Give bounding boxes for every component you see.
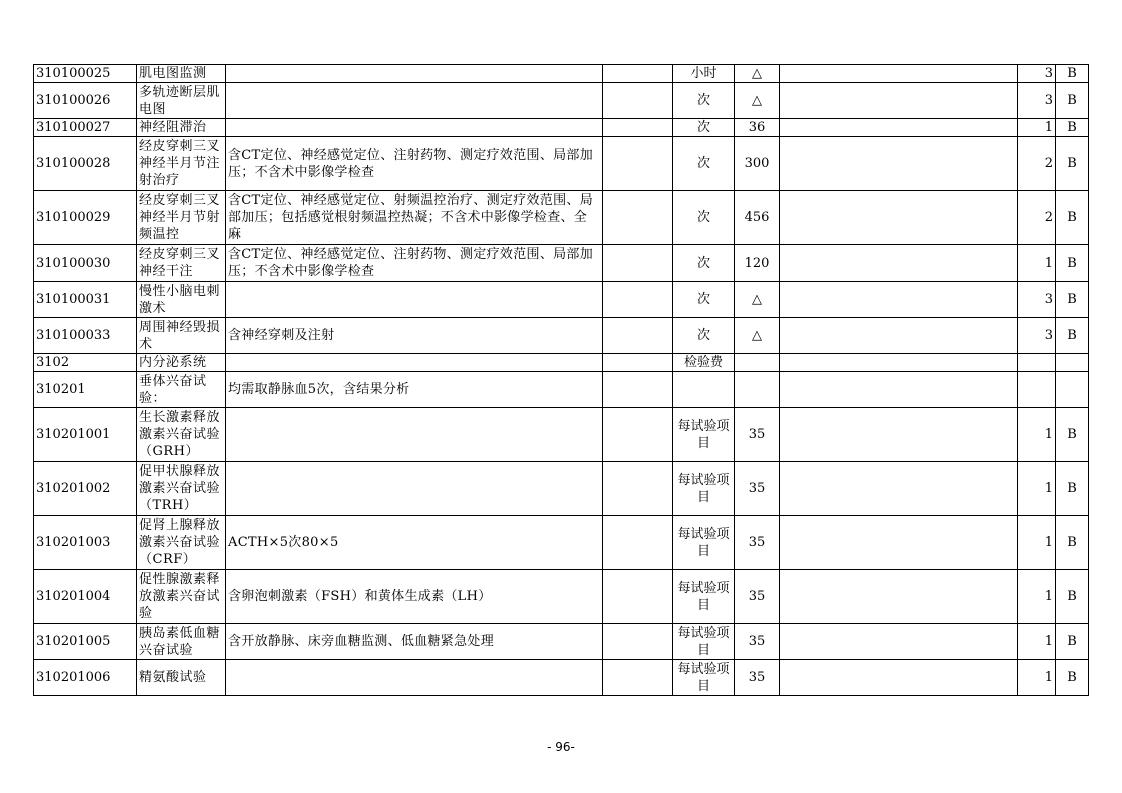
item-code: 310100026 (34, 83, 137, 119)
item-grade: 3 (1018, 83, 1056, 119)
item-unit: 每试验项目 (673, 408, 735, 462)
item-note (780, 354, 1018, 372)
item-note (780, 408, 1018, 462)
table-row (34, 245, 1089, 282)
item-name: 促甲状腺释放激素兴奋试验（TRH） (137, 462, 226, 516)
table-row (34, 83, 1089, 119)
item-grade: 1 (1018, 660, 1056, 696)
item-content: 含开放静脉、床旁血糖监测、低血糖紧急处理 (226, 624, 603, 660)
item-unit: 每试验项目 (673, 570, 735, 624)
item-content (226, 119, 603, 137)
item-name: 经皮穿刺三叉神经半月节注射治疗 (137, 137, 226, 191)
item-content: 含CT定位、神经感觉定位、射频温控治疗、测定疗效范围、局部加压；包括感觉根射频温控热凝；不含术中影像学检查、全麻 (226, 191, 603, 245)
item-note (780, 318, 1018, 354)
item-price: 300 (735, 137, 780, 191)
item-code: 310100027 (34, 119, 137, 137)
table-row (34, 65, 1089, 83)
item-code: 310201002 (34, 462, 137, 516)
item-grade (1018, 354, 1056, 372)
item-content (226, 83, 603, 119)
item-name: 周围神经毁损术 (137, 318, 226, 354)
item-grade: 1 (1018, 119, 1056, 137)
item-name: 经皮穿刺三叉神经半月节射频温控 (137, 191, 226, 245)
item-price: △ (735, 65, 780, 83)
item-code: 310100029 (34, 191, 137, 245)
table-row (34, 137, 1089, 191)
item-category: B (1056, 624, 1089, 660)
item-price: 36 (735, 119, 780, 137)
item-name: 经皮穿刺三叉神经干注 (137, 245, 226, 282)
item-price: 35 (735, 624, 780, 660)
item-unit: 小时 (673, 65, 735, 83)
item-grade: 1 (1018, 624, 1056, 660)
item-name: 精氨酸试验 (137, 660, 226, 696)
item-code: 310100033 (34, 318, 137, 354)
item-unit: 每试验项目 (673, 462, 735, 516)
item-exclusions (603, 137, 673, 191)
item-code: 310100031 (34, 282, 137, 318)
item-unit: 次 (673, 282, 735, 318)
item-name: 垂体兴奋试验： (137, 372, 226, 408)
item-exclusions (603, 191, 673, 245)
item-price: △ (735, 318, 780, 354)
item-code: 310201 (34, 372, 137, 408)
item-unit: 次 (673, 119, 735, 137)
item-content: 含卵泡刺激素（FSH）和黄体生成素（LH） (226, 570, 603, 624)
item-unit: 每试验项目 (673, 516, 735, 570)
item-code: 310201004 (34, 570, 137, 624)
item-code: 310201005 (34, 624, 137, 660)
item-content (226, 282, 603, 318)
item-note (780, 119, 1018, 137)
table-row (34, 516, 1089, 570)
item-exclusions (603, 282, 673, 318)
item-unit: 次 (673, 318, 735, 354)
table-row (34, 282, 1089, 318)
item-name: 促性腺激素释放激素兴奋试验 (137, 570, 226, 624)
table-row (34, 408, 1089, 462)
item-note (780, 137, 1018, 191)
item-exclusions (603, 318, 673, 354)
item-note (780, 245, 1018, 282)
item-category: B (1056, 119, 1089, 137)
item-category: B (1056, 516, 1089, 570)
item-exclusions (603, 65, 673, 83)
item-name: 胰岛素低血糖兴奋试验 (137, 624, 226, 660)
table-row (34, 119, 1089, 137)
item-note (780, 191, 1018, 245)
item-unit: 次 (673, 83, 735, 119)
item-exclusions (603, 516, 673, 570)
table-row (34, 570, 1089, 624)
item-note (780, 65, 1018, 83)
table-row (34, 318, 1089, 354)
item-code: 310100030 (34, 245, 137, 282)
item-content: 含神经穿刺及注射 (226, 318, 603, 354)
item-price (735, 354, 780, 372)
item-category: B (1056, 83, 1089, 119)
item-category (1056, 354, 1089, 372)
item-content: 含CT定位、神经感觉定位、注射药物、测定疗效范围、局部加压；不含术中影像学检查 (226, 245, 603, 282)
item-unit: 次 (673, 245, 735, 282)
item-exclusions (603, 372, 673, 408)
item-content (226, 408, 603, 462)
item-exclusions (603, 245, 673, 282)
item-code: 310201003 (34, 516, 137, 570)
item-price: △ (735, 282, 780, 318)
item-category (1056, 372, 1089, 408)
item-content (226, 354, 603, 372)
item-price: 456 (735, 191, 780, 245)
item-note (780, 624, 1018, 660)
item-price: 35 (735, 570, 780, 624)
item-note (780, 516, 1018, 570)
item-price: 35 (735, 516, 780, 570)
item-grade: 1 (1018, 408, 1056, 462)
item-exclusions (603, 119, 673, 137)
item-exclusions (603, 83, 673, 119)
item-exclusions (603, 570, 673, 624)
item-unit: 每试验项目 (673, 624, 735, 660)
item-grade: 2 (1018, 191, 1056, 245)
item-unit: 每试验项目 (673, 660, 735, 696)
item-name: 促肾上腺释放激素兴奋试验（CRF） (137, 516, 226, 570)
table-row (34, 624, 1089, 660)
item-category: B (1056, 245, 1089, 282)
item-note (780, 83, 1018, 119)
table-row (34, 660, 1089, 696)
item-grade: 3 (1018, 282, 1056, 318)
table-row (34, 372, 1089, 408)
item-code: 310201006 (34, 660, 137, 696)
item-price (735, 372, 780, 408)
item-grade: 3 (1018, 318, 1056, 354)
item-name: 神经阻滞治 (137, 119, 226, 137)
item-category: B (1056, 137, 1089, 191)
item-price: △ (735, 83, 780, 119)
item-code: 3102 (34, 354, 137, 372)
item-grade: 2 (1018, 137, 1056, 191)
item-code: 310100025 (34, 65, 137, 83)
item-note (780, 372, 1018, 408)
item-name: 慢性小脑电刺激术 (137, 282, 226, 318)
item-price: 35 (735, 462, 780, 516)
item-content (226, 462, 603, 516)
item-code: 310100028 (34, 137, 137, 191)
item-name: 内分泌系统 (137, 354, 226, 372)
item-unit: 次 (673, 191, 735, 245)
table-row (34, 354, 1089, 372)
item-content (226, 65, 603, 83)
item-unit: 次 (673, 137, 735, 191)
item-category: B (1056, 65, 1089, 83)
item-code: 310201001 (34, 408, 137, 462)
item-category: B (1056, 570, 1089, 624)
item-unit (673, 372, 735, 408)
item-exclusions (603, 354, 673, 372)
item-grade: 1 (1018, 516, 1056, 570)
item-exclusions (603, 624, 673, 660)
item-category: B (1056, 282, 1089, 318)
item-note (780, 570, 1018, 624)
item-unit: 检验费 (673, 354, 735, 372)
table-row (34, 462, 1089, 516)
item-exclusions (603, 408, 673, 462)
item-price: 35 (735, 408, 780, 462)
item-category: B (1056, 318, 1089, 354)
item-exclusions (603, 462, 673, 516)
item-note (780, 660, 1018, 696)
item-name: 肌电图监测 (137, 65, 226, 83)
item-category: B (1056, 462, 1089, 516)
item-note (780, 282, 1018, 318)
item-category: B (1056, 660, 1089, 696)
item-note (780, 462, 1018, 516)
item-grade: 1 (1018, 462, 1056, 516)
item-price: 120 (735, 245, 780, 282)
item-grade: 3 (1018, 65, 1056, 83)
table-row (34, 191, 1089, 245)
item-grade (1018, 372, 1056, 408)
item-grade: 1 (1018, 245, 1056, 282)
item-category: B (1056, 408, 1089, 462)
item-grade: 1 (1018, 570, 1056, 624)
item-name: 生长激素释放激素兴奋试验（GRH） (137, 408, 226, 462)
item-content: 均需取静脉血5次，含结果分析 (226, 372, 603, 408)
item-content: ACTH×5次80×5 (226, 516, 603, 570)
item-exclusions (603, 660, 673, 696)
item-content (226, 660, 603, 696)
page-number: - 96- (547, 740, 575, 754)
item-name: 多轨迹断层肌电图 (137, 83, 226, 119)
item-category: B (1056, 191, 1089, 245)
price-table (33, 64, 1089, 696)
item-content: 含CT定位、神经感觉定位、注射药物、测定疗效范围、局部加压；不含术中影像学检查 (226, 137, 603, 191)
item-price: 35 (735, 660, 780, 696)
